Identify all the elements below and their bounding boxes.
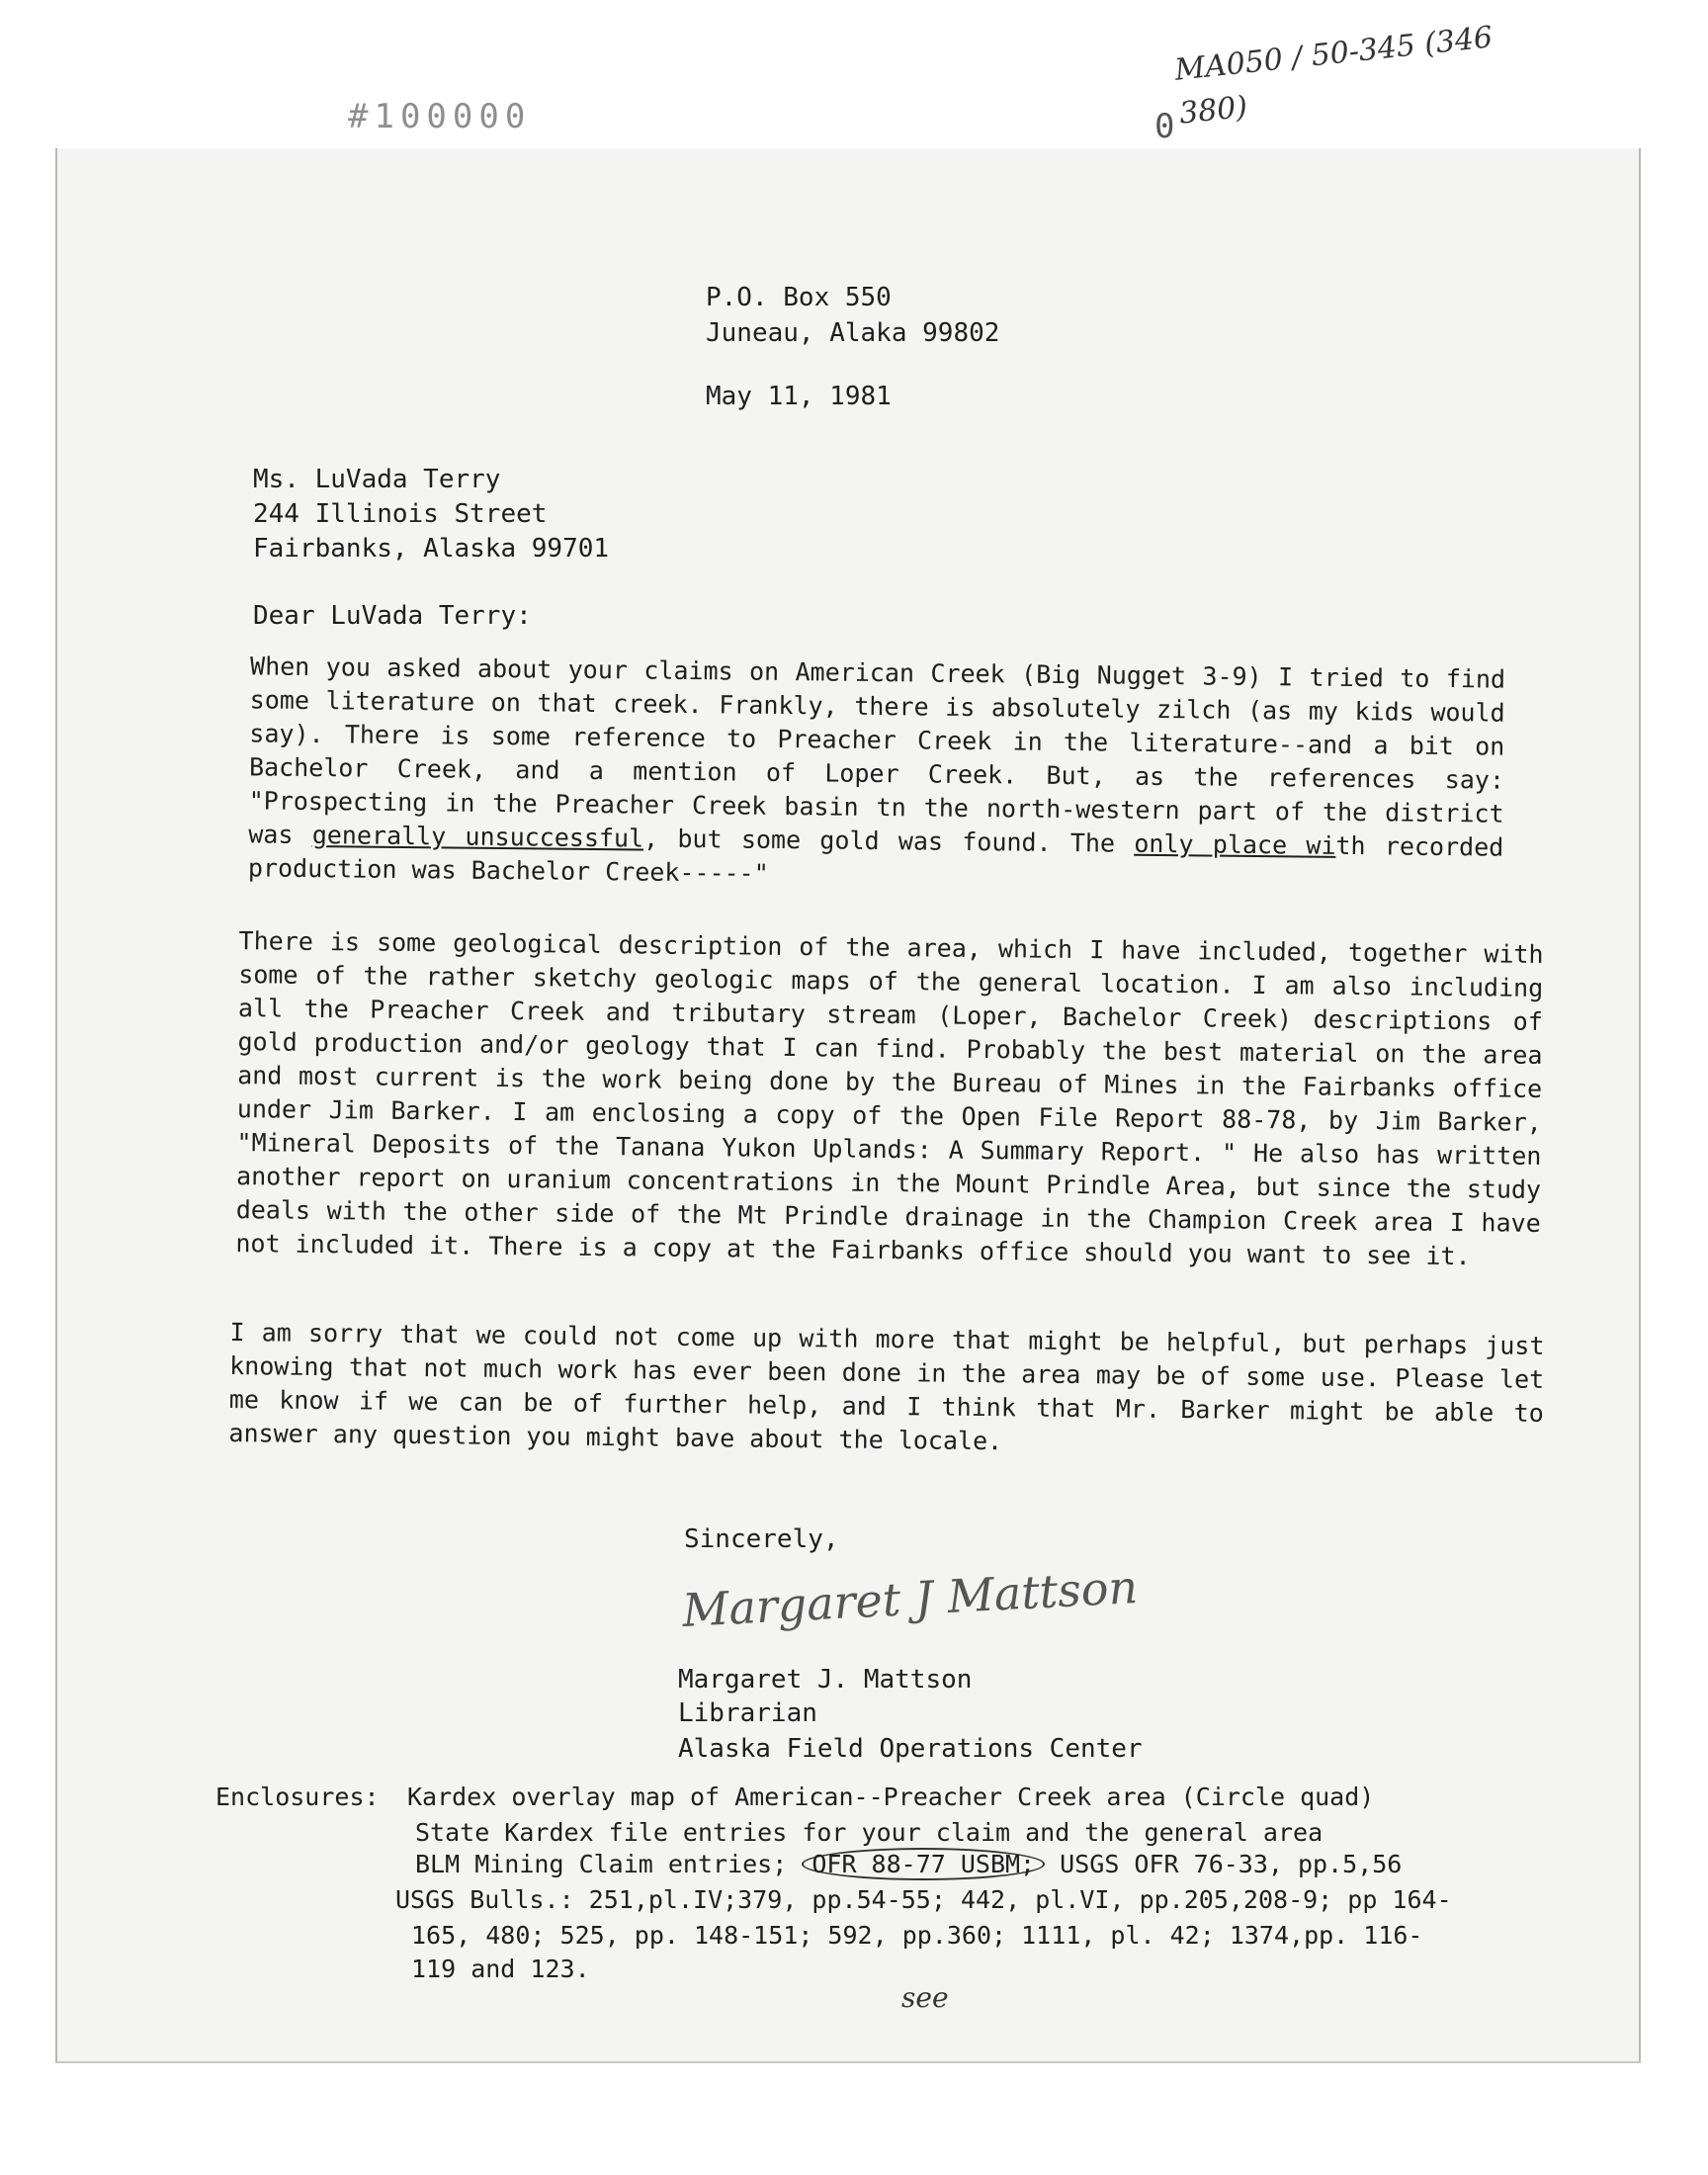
- enclosure-line-3-a: BLM Mining Claim entries;: [415, 1850, 803, 1878]
- signature: Margaret J Mattson: [680, 1559, 1140, 1638]
- handwritten-see-note: see: [901, 1981, 949, 2014]
- enclosure-line-3-b: USGS OFR 76-33, pp.5,56: [1045, 1850, 1403, 1878]
- body-paragraph-1: [248, 650, 1505, 898]
- enclosure-line-4: USGS Bulls.: 251,pl.IV;379, pp.54-55; 442, pl.VI, pp.205,208-9; pp 164-: [395, 1885, 1452, 1914]
- enclosure-line-5: 165, 480; 525, pp. 148-151; 592, pp.360; 1111, pl. 42; 1374,pp. 116-: [411, 1921, 1423, 1950]
- sender-address-line1: P.O. Box 550: [706, 283, 892, 312]
- signer-organization: Alaska Field Operations Center: [678, 1734, 1143, 1764]
- body-paragraph-3: I am sorry that we could not come up with more that might be helpful, but perhaps just knowing that not much work has ever been done in the area may be of some use. Please let me know if we can be of further help, and I think that Mr. Barker might be able to answer any question you might bave about the locale.: [228, 1318, 1545, 1456]
- circled-reference: OFR 88-77 USBM;: [802, 1848, 1045, 1880]
- body-paragraph-2: There is some geological description of the area, which I have included, together with some of the rather sketchy geologic maps of the general location. I am also including all the Preacher Creek and tributary stream (Loper, Bachelor Creek) descriptions of gold production and/or geology that I can find. Probably the best material on the area and most current is the work being done by the Bureau of Mines in the Fairbanks office under Jim Barker. I am enclosing a copy of the Open File Report 88-78, by Jim Barker, "Mineral Deposits of the Tanana Yukon Uplands: A Summary Report. " He also has written another report on uranium concentrations in the Mount Prindle Area, but since the study deals with the other side of the Mt Prindle drainage in the Champion Creek area I have not included it. There is a copy at the Fairbanks office should you want to see it.: [235, 926, 1544, 1271]
- paragraph-1-text-a: When you asked about your claims on American Creek (Big Nugget 3-9) I tried to find some literature on that creek. Frankly, there is absolutely zilch (as my kids would say). There is some reference to Preacher Creek in the literature--and a bit on Bachelor Creek, and a mention of Loper Creek. But, as the references say: "Prospecting in the Preacher Creek basin tn the north-western part of the district was: [248, 652, 1506, 850]
- enclosure-line-3: [415, 1847, 1402, 1881]
- closing-sincerely: Sincerely,: [684, 1524, 839, 1554]
- underlined-phrase-1: generally unsuccessful: [311, 821, 644, 853]
- paragraph-1-text-c: th recorded production was Bachelor Creek-----": [247, 830, 1504, 888]
- recipient-street: 244 Illinois Street: [253, 499, 548, 529]
- sender-address-line2: Juneau, Alaka 99802: [706, 318, 1000, 348]
- enclosure-line-6: 119 and 123.: [411, 1955, 590, 1983]
- enclosure-line-1: Kardex overlay map of American--Preacher Creek area (Circle quad): [407, 1783, 1375, 1811]
- paragraph-1-text-b: , but some gold was found. The: [642, 824, 1135, 858]
- signer-name: Margaret J. Mattson: [678, 1665, 973, 1695]
- enclosure-line-2: State Kardex file entries for your claim and the general area: [415, 1818, 1324, 1847]
- underlined-phrase-2: only place wi: [1134, 828, 1336, 860]
- signer-title: Librarian: [678, 1698, 817, 1728]
- top-right-stamp: 0: [1154, 107, 1181, 146]
- enclosures-label: Enclosures:: [215, 1783, 380, 1811]
- salutation: Dear LuVada Terry:: [253, 601, 532, 631]
- letter-date: May 11, 1981: [706, 382, 892, 411]
- recipient-name: Ms. LuVada Terry: [253, 465, 501, 494]
- handwritten-file-number: MA050 / 50-345 (346 380): [1172, 20, 1494, 131]
- recipient-city: Fairbanks, Alaska 99701: [253, 534, 610, 564]
- document-number-stamp: #100000: [348, 97, 532, 136]
